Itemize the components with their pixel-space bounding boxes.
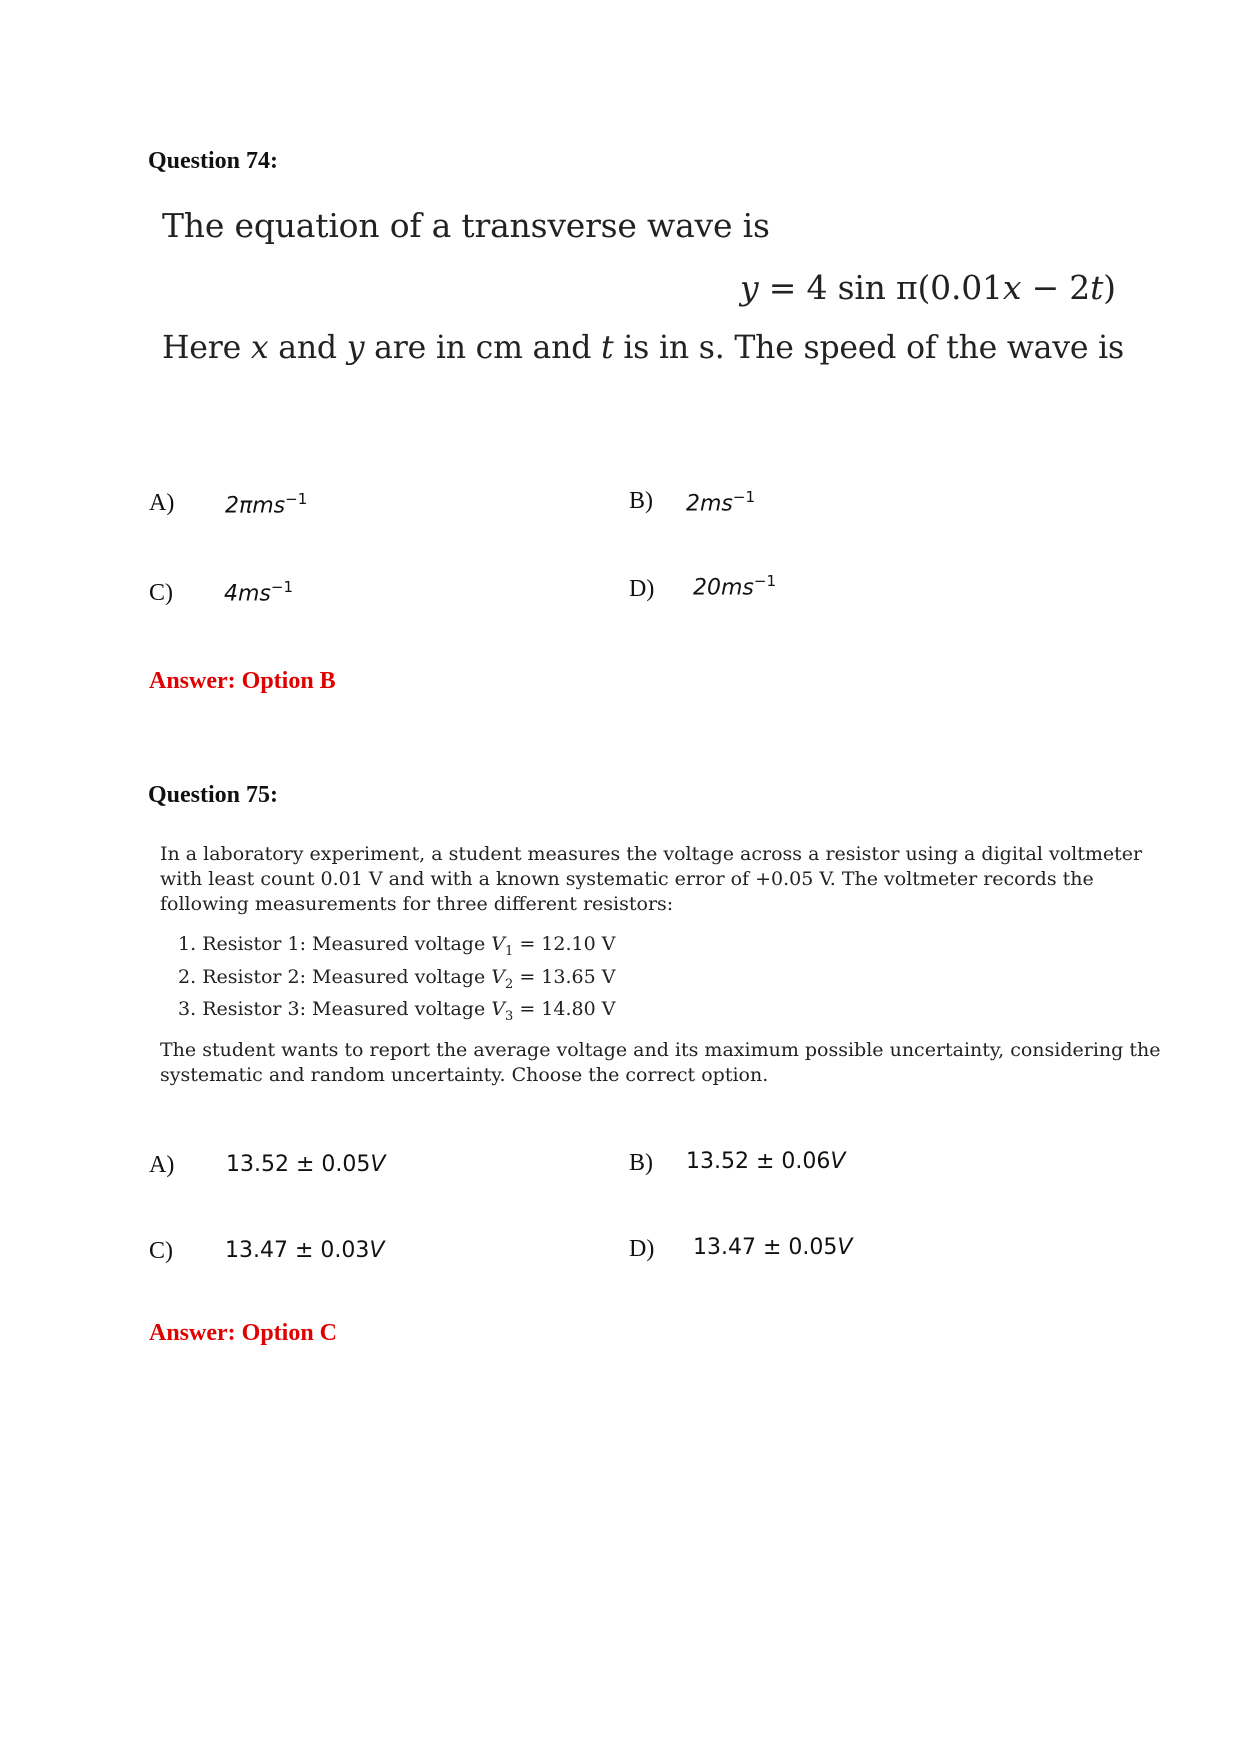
are-in-text: are in cm and bbox=[374, 330, 592, 366]
q75-option-c-text: 13.47 ± 0.03 bbox=[225, 1238, 370, 1263]
question-74-title: Question 74: bbox=[148, 148, 279, 174]
item-3-sub: 3 bbox=[504, 1008, 514, 1024]
q75-option-d-label: D) bbox=[629, 1236, 655, 1262]
item-2-var: V bbox=[491, 966, 505, 988]
q74-option-d-value bbox=[693, 572, 776, 600]
q74-option-c-text: 4ms bbox=[224, 581, 271, 607]
item-3-num: 3. bbox=[178, 998, 197, 1020]
q75-option-b-value bbox=[686, 1149, 845, 1174]
item-3-var: V bbox=[491, 998, 505, 1020]
q74-option-b-label: B) bbox=[629, 488, 653, 514]
q75-list-item-2 bbox=[178, 966, 615, 992]
item-3-value: = 14.80 V bbox=[519, 998, 616, 1020]
q75-list-item-3 bbox=[178, 998, 615, 1024]
question-75-title: Question 75: bbox=[148, 782, 279, 808]
eq-close: ) bbox=[1103, 268, 1116, 307]
q74-option-c-label: C) bbox=[149, 580, 173, 606]
q75-option-b-unit: V bbox=[830, 1149, 846, 1174]
item-3-text: Resistor 3: Measured voltage bbox=[202, 998, 486, 1020]
q74-option-a-text: 2πms bbox=[225, 493, 286, 519]
eq-t: t bbox=[1090, 268, 1104, 307]
item-2-sub: 2 bbox=[504, 976, 514, 992]
rest-text: is in s. The speed of the wave is bbox=[623, 330, 1124, 366]
var-t: t bbox=[601, 330, 614, 366]
q75-option-c-label: C) bbox=[149, 1238, 173, 1264]
and-word: and bbox=[278, 330, 337, 366]
q75-paragraph-2 bbox=[160, 1038, 1161, 1088]
q75-option-c-unit: V bbox=[369, 1238, 385, 1263]
q75-option-b-label: B) bbox=[629, 1150, 653, 1176]
q74-option-d-exp: −1 bbox=[753, 572, 777, 590]
item-2-num: 2. bbox=[178, 966, 197, 988]
q74-option-b-exp: −1 bbox=[732, 488, 756, 506]
item-1-var: V bbox=[491, 933, 505, 955]
q75-option-a-text: 13.52 ± 0.05 bbox=[226, 1152, 371, 1177]
q75-para2-line1: The student wants to report the average voltage and its maximum possible uncertainty, considering the bbox=[160, 1039, 1161, 1061]
q74-option-a-label: A) bbox=[149, 490, 175, 516]
q75-para1-line3: following measurements for three different resistors: bbox=[160, 893, 674, 915]
eq-minus: − 2 bbox=[1021, 268, 1091, 307]
q75-option-d-value bbox=[693, 1235, 852, 1260]
q75-option-a-value bbox=[226, 1152, 385, 1177]
q75-paragraph-1 bbox=[160, 842, 1143, 917]
eq-equals: = bbox=[768, 268, 797, 307]
q75-para2-line2: systematic and random uncertainty. Choose the correct option. bbox=[160, 1064, 769, 1086]
eq-x: x bbox=[1002, 268, 1022, 307]
eq-y: y bbox=[740, 268, 759, 307]
q74-statement bbox=[162, 330, 1124, 366]
q74-intro: The equation of a transverse wave is bbox=[162, 206, 770, 245]
q75-answer: Answer: Option C bbox=[149, 1320, 338, 1346]
var-x: x bbox=[250, 330, 269, 366]
eq-coef: 4 sin π(0.01 bbox=[806, 268, 1003, 307]
q75-option-c-value bbox=[225, 1238, 384, 1263]
item-2-text: Resistor 2: Measured voltage bbox=[202, 966, 486, 988]
q74-option-a-exp: −1 bbox=[285, 490, 308, 508]
q74-equation bbox=[740, 268, 1116, 307]
q74-option-d-label: D) bbox=[629, 576, 655, 602]
q74-option-d-text: 20ms bbox=[693, 575, 754, 601]
q74-option-c-value bbox=[224, 578, 293, 606]
q75-list-item-1 bbox=[178, 933, 615, 959]
q74-answer: Answer: Option B bbox=[149, 668, 336, 694]
item-1-num: 1. bbox=[178, 933, 197, 955]
q75-option-a-unit: V bbox=[370, 1152, 386, 1177]
var-y: y bbox=[346, 330, 365, 366]
q74-option-c-exp: −1 bbox=[270, 578, 294, 596]
q74-option-b-text: 2ms bbox=[686, 491, 733, 517]
q75-option-a-label: A) bbox=[149, 1152, 175, 1178]
item-1-value: = 12.10 V bbox=[519, 933, 616, 955]
item-2-value: = 13.65 V bbox=[519, 966, 616, 988]
q75-para1-line1: In a laboratory experiment, a student measures the voltage across a resistor using a digital voltmeter bbox=[160, 843, 1143, 865]
q75-para1-line2: with least count 0.01 V and with a known systematic error of +0.05 V. The voltmeter records the bbox=[160, 868, 1094, 890]
item-1-text: Resistor 1: Measured voltage bbox=[202, 933, 486, 955]
q74-option-b-value bbox=[686, 488, 755, 516]
q75-option-d-unit: V bbox=[837, 1235, 853, 1260]
here-word: Here bbox=[162, 330, 242, 366]
q74-option-a-value bbox=[225, 490, 307, 518]
q75-option-d-text: 13.47 ± 0.05 bbox=[693, 1235, 838, 1260]
item-1-sub: 1 bbox=[504, 943, 514, 959]
q75-option-b-text: 13.52 ± 0.06 bbox=[686, 1149, 831, 1174]
